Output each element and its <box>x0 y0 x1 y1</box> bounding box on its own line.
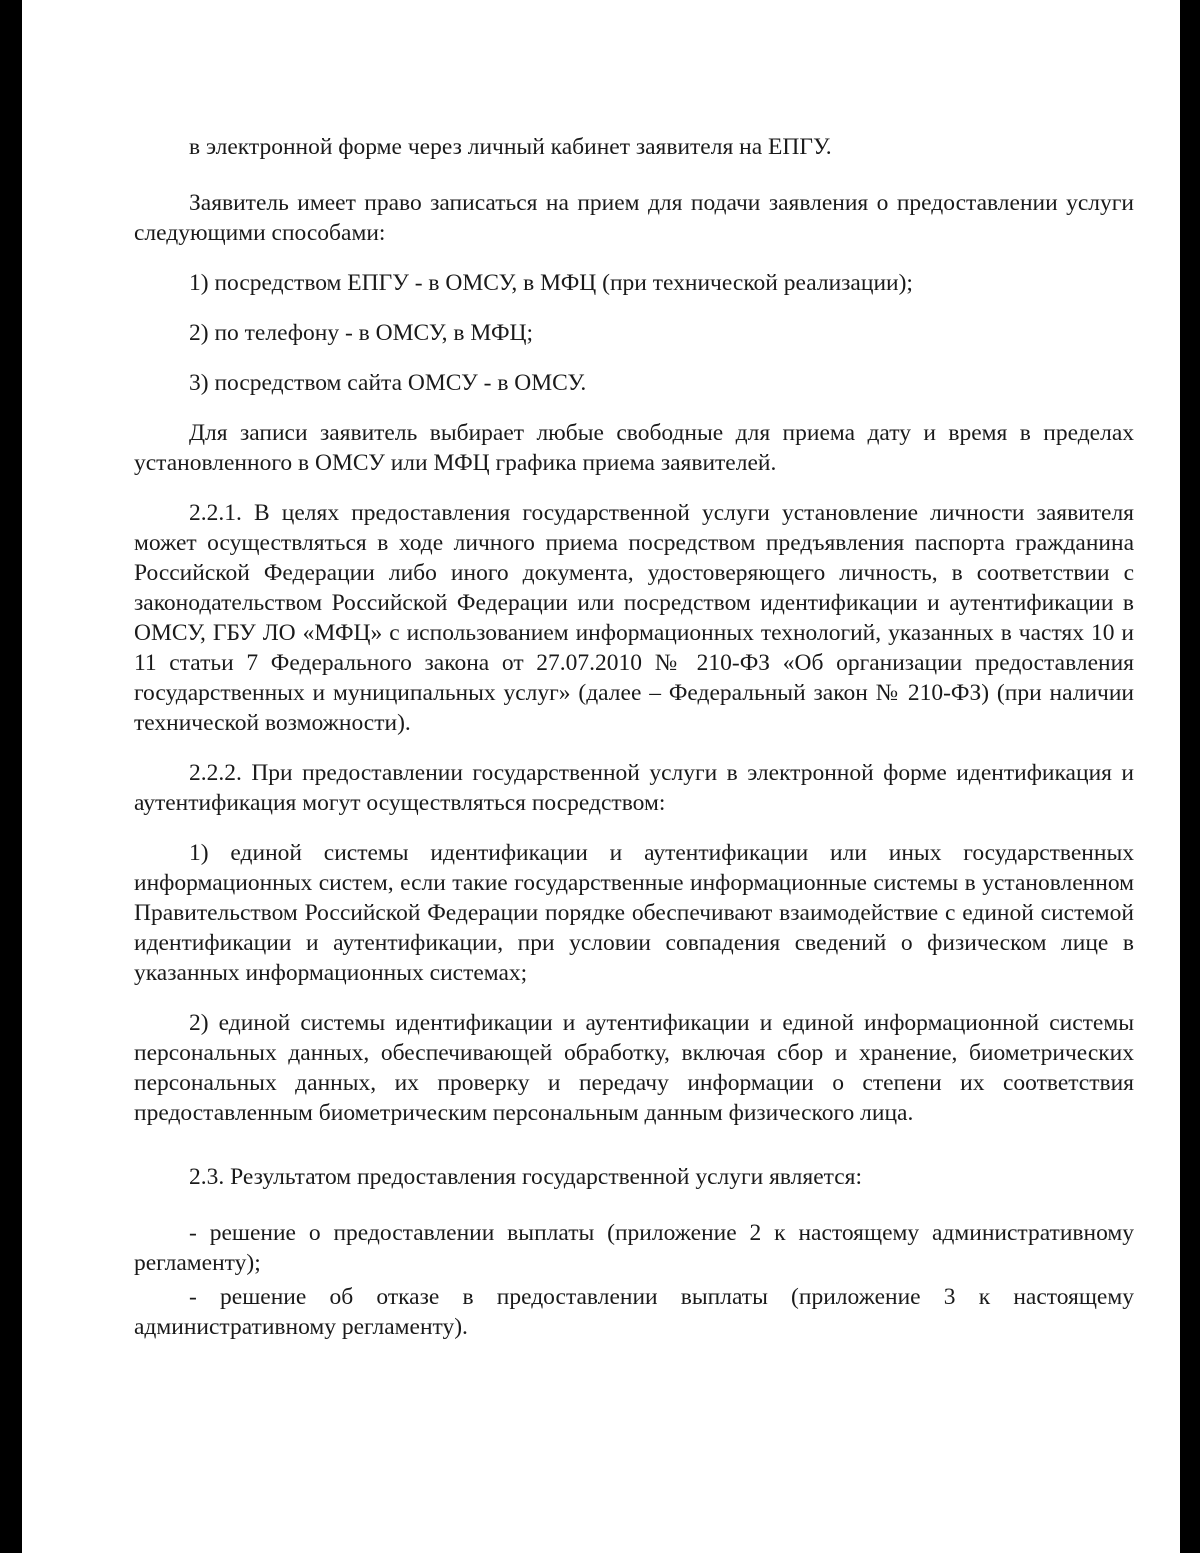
document-page <box>22 0 1180 1553</box>
paragraph-appointment-time: Для записи заявитель выбирает любые свободные для приема дату и время в пределах установленного в ОМСУ или МФЦ графика приема заявителей. <box>134 420 1134 476</box>
list-item-website: 3) посредством сайта ОМСУ - в ОМСУ. <box>189 370 587 396</box>
list-item-decision-refuse: - решение об отказе в предоставлении выплаты (приложение 3 к настоящему административному регламенту). <box>134 1284 1134 1340</box>
list-item-biometric: 2) единой системы идентификации и аутентификации и единой информационной системы персональных данных, обеспечивающей обработку, включая сбор и хранение, биометрических персональных данных, их проверку и передачу информации о степени их соответствия предоставленным биометрическим персональным данным физического лица. <box>134 1010 1134 1126</box>
paragraph-2-2-1: 2.2.1. В целях предоставления государственной услуги установление личности заявителя может осуществляться в ходе личного приема посредством предъявления паспорта гражданина Российской Федерации либо иного документа, удостоверяющего личность, в соответствии с законодательством Российской Федерации или посредством идентификации и аутентификации в ОМСУ, ГБУ ЛО «МФЦ» с использованием информационных технологий, указанных в частях 10 и 11 статьи 7 Федерального закона от 27.07.2010 № 210-ФЗ «Об организации предоставления государственных и муниципальных услуг» (далее – Федеральный закон № 210-ФЗ) (при наличии технической возможности). <box>134 500 1134 736</box>
paragraph-2-2-2: 2.2.2. При предоставлении государственной услуги в электронной форме идентификация и аутентификация могут осуществляться посредством: <box>134 760 1134 816</box>
paragraph-electronic-form: в электронной форме через личный кабинет заявителя на ЕПГУ. <box>189 134 832 160</box>
document-body <box>134 132 1134 1342</box>
list-item-esia: 1) единой системы идентификации и аутентификации или иных государственных информационных систем, если такие государственные информационные системы в установленном Правительством Российской Федерации порядке обеспечивают взаимодействие с единой системой идентификации и аутентификации, при условии совпадения сведений о физическом лице в указанных информационных системах; <box>134 840 1134 986</box>
list-item-decision-grant: - решение о предоставлении выплаты (приложение 2 к настоящему административному регламенту); <box>134 1220 1134 1276</box>
list-item-epgu: 1) посредством ЕПГУ - в ОМСУ, в МФЦ (при технической реализации); <box>189 270 913 296</box>
list-item-phone: 2) по телефону - в ОМСУ, в МФЦ; <box>189 320 534 346</box>
paragraph-appointment-methods: Заявитель имеет право записаться на прием для подачи заявления о предоставлении услуги следующими способами: <box>134 190 1134 246</box>
paragraph-2-3: 2.3. Результатом предоставления государственной услуги является: <box>189 1164 862 1190</box>
